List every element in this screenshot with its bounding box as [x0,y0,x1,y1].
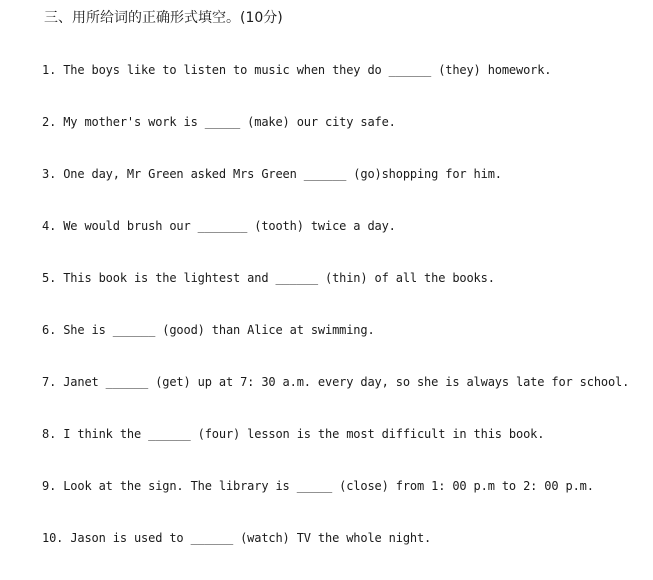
question-number: 7. [42,375,57,389]
question-item [42,320,642,372]
question-number: 9. [42,479,57,493]
question-item [42,372,642,424]
question-text: This book is the lightest and ______ (thin) of all the books. [63,271,495,285]
question-text: Jason is used to ______ (watch) TV the whole night. [70,531,432,545]
question-item [42,476,642,528]
question-item [42,528,642,580]
question-number: 8. [42,427,57,441]
question-text: Janet ______ (get) up at 7: 30 a.m. every day, so she is always late for school. [63,375,630,389]
question-item [42,112,642,164]
question-text: She is ______ (good) than Alice at swimming. [63,323,375,337]
question-item [42,164,642,216]
question-list [42,60,642,580]
section-title: 三、用所给词的正确形式填空。(10分) [44,10,283,26]
question-text: We would brush our _______ (tooth) twice a day. [63,219,396,233]
question-text: Look at the sign. The library is _____ (close) from 1: 00 p.m to 2: 00 p.m. [63,479,594,493]
question-number: 3. [42,167,57,181]
question-text: My mother's work is _____ (make) our city safe. [63,115,396,129]
question-number: 10. [42,531,64,545]
question-text: The boys like to listen to music when they do ______ (they) homework. [63,63,552,77]
question-number: 4. [42,219,57,233]
question-item [42,424,642,476]
question-text: One day, Mr Green asked Mrs Green ______ (go)shopping for him. [63,167,502,181]
question-number: 1. [42,63,57,77]
question-item [42,60,642,112]
question-number: 5. [42,271,57,285]
question-number: 2. [42,115,57,129]
question-item [42,216,642,268]
question-text: I think the ______ (four) lesson is the most difficult in this book. [63,427,545,441]
question-item [42,268,642,320]
question-number: 6. [42,323,57,337]
